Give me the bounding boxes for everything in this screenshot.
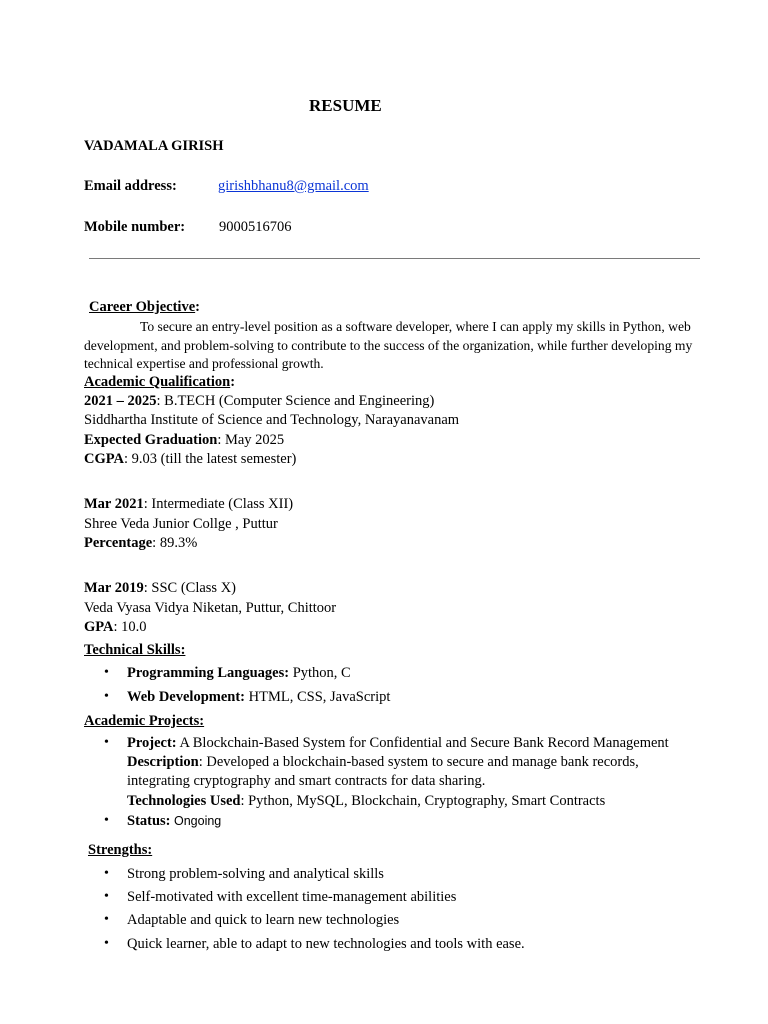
career-objective-colon: : bbox=[195, 299, 200, 315]
skill-label: Programming Languages: bbox=[127, 665, 290, 681]
bullet-icon: • bbox=[104, 665, 109, 680]
bullet-icon: • bbox=[104, 866, 109, 881]
strength-item: Self-motivated with excellent time-management abilities bbox=[127, 889, 457, 905]
academic-heading-colon: : bbox=[230, 374, 236, 390]
academic-projects-heading: Academic Projects: bbox=[84, 713, 205, 729]
ssc-school: Veda Vyasa Vidya Niketan, Puttur, Chittoor bbox=[84, 600, 337, 616]
inter-percentage bbox=[84, 535, 197, 552]
mobile-label: Mobile number: bbox=[84, 219, 186, 235]
cgpa-label: CGPA bbox=[84, 451, 125, 467]
project-value: A Blockchain-Based System for Confidential and Secure Bank Record Management bbox=[176, 735, 669, 751]
skill-value: Python, C bbox=[289, 665, 351, 681]
project-technologies bbox=[127, 793, 605, 810]
academic-heading bbox=[84, 374, 235, 391]
pct-label: Percentage bbox=[84, 535, 153, 551]
mobile-number: 9000516706 bbox=[219, 219, 292, 235]
technical-skills-heading: Technical Skills: bbox=[84, 642, 186, 658]
project-description bbox=[127, 754, 639, 771]
description-label: Description bbox=[127, 754, 199, 770]
inter-desc: : Intermediate (Class XII) bbox=[143, 496, 294, 512]
career-objective-text: To secure an entry-level position as a software developer, where I can apply my skills in Python, web development, and problem-solving to contribute to the success of the organization, while further developing my technical expertise and professional growth. bbox=[84, 319, 693, 371]
grad-label: Expected Graduation bbox=[84, 432, 218, 448]
status-value: Ongoing bbox=[170, 814, 222, 828]
career-objective-heading-text: Career Objective bbox=[89, 299, 196, 315]
inter-line bbox=[84, 496, 293, 513]
grad-line bbox=[84, 432, 284, 449]
grad-value: : May 2025 bbox=[217, 432, 285, 448]
resume-title: RESUME bbox=[309, 96, 382, 115]
academic-heading-text: Academic Qualification bbox=[84, 374, 231, 390]
pct-value: : 89.3% bbox=[152, 535, 198, 551]
skill-label: Web Development: bbox=[127, 689, 245, 705]
bullet-icon: • bbox=[104, 735, 109, 750]
horizontal-divider bbox=[89, 258, 700, 259]
cgpa-line bbox=[84, 451, 296, 468]
skill-item bbox=[127, 665, 351, 682]
bullet-icon: • bbox=[104, 813, 109, 828]
bullet-icon: • bbox=[104, 912, 109, 927]
technologies-value: : Python, MySQL, Blockchain, Cryptography, Smart Contracts bbox=[240, 793, 606, 809]
technologies-label: Technologies Used bbox=[127, 793, 241, 809]
status-label: Status: bbox=[127, 813, 171, 829]
bullet-icon: • bbox=[104, 936, 109, 951]
project-title bbox=[127, 735, 669, 752]
description-line-1: : Developed a blockchain-based system to secure and manage bank records, bbox=[198, 754, 639, 770]
ssc-date: Mar 2019 bbox=[84, 580, 144, 596]
ssc-line bbox=[84, 580, 236, 597]
project-label: Project: bbox=[127, 735, 177, 751]
inter-date: Mar 2021 bbox=[84, 496, 144, 512]
strength-item: Strong problem-solving and analytical skills bbox=[127, 866, 384, 882]
btech-years: 2021 – 2025 bbox=[84, 393, 157, 409]
ssc-desc: : SSC (Class X) bbox=[143, 580, 237, 596]
bullet-icon: • bbox=[104, 889, 109, 904]
gpa-value: : 10.0 bbox=[113, 619, 147, 635]
skill-value: HTML, CSS, JavaScript bbox=[245, 689, 391, 705]
gpa-label: GPA bbox=[84, 619, 114, 635]
inter-college: Shree Veda Junior Collge , Puttur bbox=[84, 516, 278, 532]
btech-degree: : B.TECH (Computer Science and Engineering) bbox=[156, 393, 435, 409]
project-status bbox=[127, 813, 221, 830]
career-objective-heading bbox=[89, 299, 200, 316]
strength-item: Adaptable and quick to learn new technologies bbox=[127, 912, 400, 928]
skill-item bbox=[127, 689, 390, 706]
btech-college: Siddhartha Institute of Science and Technology, Narayanavanam bbox=[84, 412, 460, 428]
cgpa-value: : 9.03 (till the latest semester) bbox=[124, 451, 297, 467]
strengths-heading: Strengths: bbox=[88, 842, 153, 858]
project-description-line-2: integrating cryptography and smart contracts for data sharing. bbox=[127, 773, 486, 789]
ssc-gpa bbox=[84, 619, 147, 636]
strength-item: Quick learner, able to adapt to new technologies and tools with ease. bbox=[127, 936, 525, 952]
email-label: Email address: bbox=[84, 178, 177, 194]
candidate-name: VADAMALA GIRISH bbox=[84, 138, 224, 154]
email-link[interactable]: girishbhanu8@gmail.com bbox=[218, 178, 369, 194]
bullet-icon: • bbox=[104, 689, 109, 704]
btech-line bbox=[84, 393, 434, 410]
